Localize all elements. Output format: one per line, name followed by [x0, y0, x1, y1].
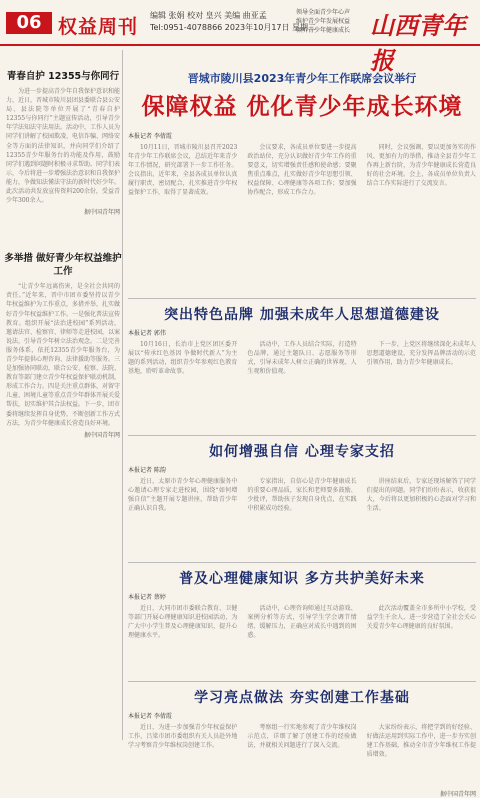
left-story-1-title: 青春自护 12355与你同行 [6, 71, 120, 82]
article-5 [128, 687, 476, 798]
article-2 [128, 304, 476, 430]
article-2-byline: 本报记者 郭伟 [128, 330, 166, 337]
article-5-title: 学习亮点做法 夯实创建工作基础 [194, 690, 410, 706]
masthead-slogans [296, 8, 350, 35]
article-2-title: 突出特色品牌 加强未成年人思想道德建设 [164, 307, 440, 323]
article-3-col-1: 近日，太原市青少年心理健康服务中心邀请心理专家走进校园，围绕“如何增强自信”主题开展专题讲座，帮助青少年正确认识自我。 [128, 478, 238, 512]
date-line: Tel:0951-4078866 2023年10月17日 星期二 [150, 23, 317, 32]
article-3-col-3: 讲座结束后，专家还现场解答了同学们提出的问题。同学们纷纷表示，收获很大，今后将以更加积极的心态面对学习和生活。 [366, 478, 476, 512]
article-5-col-2: 考察组一行实地参观了青少年维权岗示范点，详细了解了创建工作的经验做法，并就相关问题进行了深入交流。 [247, 724, 357, 749]
page-number: 06 [6, 12, 52, 34]
article-4-col-2: 活动中，心理咨询师通过互动游戏、案例分析等方式，引导学生学会调节情绪、缓解压力，正确应对成长中遇到的困惑。 [247, 605, 357, 639]
article-2-columns [128, 340, 476, 430]
article-4 [128, 568, 476, 676]
article-1-col-1: 10月11日，晋城市陵川县召开2023年青少年工作联席会议，总结近年来青少年工作情况，研究部署下一步工作任务。会议指出，近年来，全县各成员单位认真履行职责，密切配合，扎实推进青少年权益保护工作，取得了显著成效。 [128, 144, 238, 196]
divider [128, 435, 476, 436]
article-3-columns [128, 477, 476, 557]
editor-line: 编辑 张娟 校对 皇兴 美编 曲亚孟 [150, 11, 267, 20]
newspaper-logo: 山西青年报 [370, 11, 466, 75]
slogan-1: 领导全面青少年心声 [296, 9, 351, 16]
left-story-1-body: 为进一步提高青少年自我保护意识和能力，近日，晋城市陵川县团县委联合县公安局、县法院等单位开展了“青春自护 12355与你同行”主题宣传活动，引导青少年学法知法守法用法。活动中，工作人员为同学们讲解了校园欺凌、电信诈骗、网络安全等方面的法律知识，并向同学们介绍了12355青少年服务台的功能及作用，鼓励同学们遇到问题时积极寻求帮助。同学们表示，今后将进一步增强法治意识和自我保护能力，争做知法懂法守法的新时代好少年。此次活动共发放宣传资料200余份，受益青少年300余人。 [6, 88, 121, 205]
masthead-meta [150, 10, 316, 34]
article-2-col-3: 下一步，上党区将继续深化未成年人思想道德建设，充分发挥品牌活动的示范引领作用，助力青少年健康成长。 [366, 341, 476, 366]
article-1-columns [128, 143, 476, 293]
article-4-col-1: 近日，大同市团市委联合教育、卫健等部门开展心理健康知识进校园活动，为广大中小学生普及心理健康知识，提升心理健康水平。 [128, 605, 238, 639]
left-story-2-body: “让青少年远离伤害，是全社会共同的责任。”近年来，晋中市团市委坚持以青少年权益维护为工作重点，多措并举，扎实做好青少年权益维护工作。一是强化普法宣传教育。组织开展“法治进校园”系列活动，邀请法官、检察官、律师等走进校园，以案说法，引导青少年树立法治观念。二是完善服务体系，依托12355青少年服务台，为青少年提供心理咨询、法律援助等服务。三是加强协同联动，联合公安、检察、法院、教育等部门建立青少年权益保护联动机制，形成工作合力。四是关注重点群体，对留守儿童、困境儿童等重点青少年群体开展关爱帮扶，切实维护其合法权益。下一步，团市委将继续发挥自身优势，不断创新工作方式方法，为青少年健康成长营造良好环境。 [6, 283, 121, 427]
article-2-col-1: 10月16日，长治市上党区团区委开展以“传承红色基因 争做时代新人”为主题的系列活动，组织青少年参观红色教育基地，聆听革命故事。 [128, 341, 238, 375]
article-4-byline: 本报记者 蔡婷 [128, 594, 166, 601]
left-story-2-title: 多举措 做好青少年权益维护工作 [4, 253, 122, 278]
article-1-col-2: 会议要求，各成员单位要进一步提高政治站位，充分认识做好青少年工作的重要意义，切实增强责任感和使命感；要聚焦重点难点，扎实做好青少年思想引领、权益保障、心理健康等各项工作；要加强协作配合，形成工作合力。 [247, 144, 357, 196]
divider [128, 298, 476, 299]
section-name: 权益周刊 [58, 16, 139, 38]
article-1 [128, 131, 476, 293]
article-1-col-3: 同时，会议强调，要以更加务实的作风、更加有力的举措，推动全县青少年工作再上新台阶，为青少年健康成长营造良好的社会环境。会上，各成员单位负责人结合工作实际进行了交流发言。 [366, 144, 476, 187]
article-3-byline: 本报记者 陈韵 [128, 467, 166, 474]
article-4-columns [128, 604, 476, 676]
slogan-3: 倾听青少年健康成长 [296, 27, 351, 34]
top-rule [0, 44, 480, 46]
article-5-col-1: 近日，为进一步加强青少年权益保护工作，吕梁市团市委组织有关人员赴外地学习考察青少年维权岗创建工作。 [128, 724, 238, 749]
divider [128, 562, 476, 563]
divider [128, 681, 476, 682]
kicker: 晋城市陵川县2023年青少年工作联席会议举行 [187, 72, 417, 85]
article-5-columns [128, 723, 476, 789]
main-area [128, 50, 476, 798]
article-3-col-2: 专家指出，自信心是青少年健康成长的重要心理品质，家长和老师要多鼓励、少批评，帮助孩子发现自身优点，在实践中积累成功经验。 [247, 478, 357, 512]
left-story-2 [4, 252, 122, 439]
left-story-1 [4, 70, 122, 216]
article-1-byline: 本报记者 李倩霞 [128, 133, 172, 140]
article-3 [128, 441, 476, 557]
article-5-col-3: 大家纷纷表示，将把学到的好经验、好做法运用到实际工作中，进一步夯实创建工作基础，推动全市青少年维权工作提质增效。 [366, 724, 476, 758]
left-story-1-source: 据中国青年网 [83, 209, 120, 217]
article-4-col-3: 此次活动覆盖全市多所中小学校，受益学生千余人，进一步营造了全社会关心关爱青少年心理健康的良好氛围。 [366, 605, 476, 630]
article-5-byline: 本报记者 李倩霞 [128, 713, 172, 720]
article-2-col-2: 活动中，工作人员结合实际，打造特色品牌，通过主题队日、志愿服务等形式，引导未成年人树立正确的世界观、人生观和价值观。 [247, 341, 357, 375]
headline: 保障权益 优化青少年成长环境 [141, 94, 463, 120]
masthead [0, 0, 480, 75]
slogan-2: 维护青少年发展权益 [296, 18, 351, 25]
article-4-title: 普及心理健康知识 多方共护美好未来 [179, 571, 425, 587]
left-story-2-source: 据中国青年网 [83, 431, 120, 439]
left-column [4, 50, 123, 740]
article-5-source: 据中国青年网 [439, 791, 476, 798]
article-3-title: 如何增强自信 心理专家支招 [209, 444, 395, 460]
